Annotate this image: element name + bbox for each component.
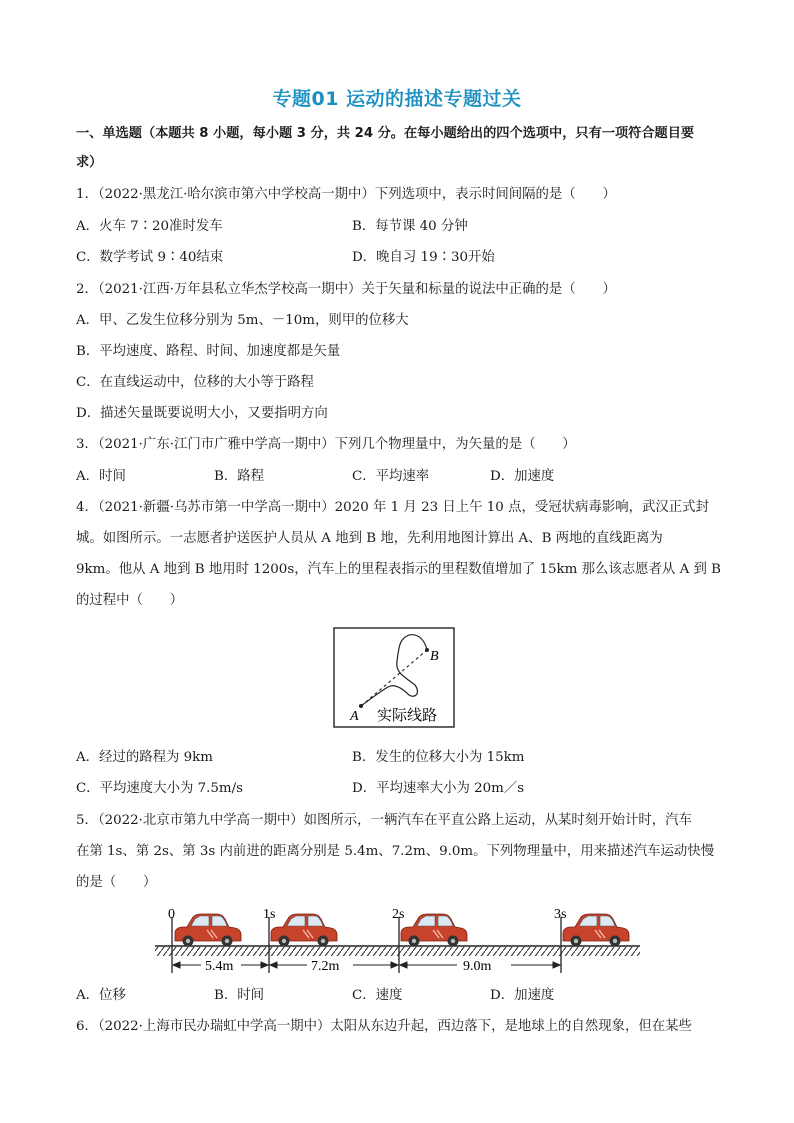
section-header-line1: 一、单选题（本题共 8 小题，每小题 3 分，共 24 分。在每小题给出的四个选项中，只有一项符合题目要	[76, 126, 695, 141]
car-at-3s	[563, 914, 629, 947]
question-3-option-b: B．路程	[214, 469, 265, 484]
road-hatching	[155, 947, 640, 956]
question-4-option-b: B．发生的位移大小为 15km	[352, 750, 525, 765]
question-5-line2: 在第 1s、第 2s、第 3s 内前进的距离分别是 5.4m、7.2m、9.0m。下列物理量中，用来描述汽车运动快慢	[76, 844, 715, 859]
question-2-option-b: B．平均速度、路程、时间、加速度都是矢量	[76, 344, 341, 359]
point-b-label: B	[430, 649, 439, 664]
car-at-2s	[401, 914, 467, 947]
question-2-stem: 2．（2021·江西·万年县私立华杰学校高一期中）关于矢量和标量的说法中正确的是（ ）	[76, 282, 616, 297]
question-2-option-a: A．甲、乙发生位移分别为 5m、－10m，则甲的位移大	[76, 313, 409, 328]
question-4-option-a: A．经过的路程为 9km	[76, 750, 213, 765]
page-title: 专题01 运动的描述专题过关	[272, 88, 522, 110]
question-1-stem: 1．（2022·黑龙江·哈尔滨市第六中学校高一期中）下列选项中，表示时间间隔的是（ ）	[76, 187, 616, 202]
car-at-0	[175, 914, 241, 947]
question-1-option-c: C．数学考试 9∶40结束	[76, 250, 224, 265]
car-motion-figure	[155, 903, 640, 983]
question-5-option-a: A．位移	[76, 988, 126, 1003]
question-5-line1: 5．（2022·北京市第九中学高一期中）如图所示，一辆汽车在平直公路上运动，从某时刻开始计时，汽车	[76, 813, 692, 828]
question-5-option-b: B．时间	[214, 988, 265, 1003]
time-label-0: 0	[168, 907, 175, 922]
question-4-option-c: C．平均速度大小为 7.5m/s	[76, 781, 244, 796]
time-label-2s: 2s	[392, 907, 405, 922]
question-2-option-d: D．描述矢量既要说明大小，又要指明方向	[76, 406, 328, 421]
section-header-line2: 求）	[76, 155, 103, 170]
time-label-1s: 1s	[263, 907, 276, 922]
point-a-marker	[359, 704, 363, 708]
question-4-line1: 4．（2021·新疆·乌苏市第一中学高一期中）2020 年 1 月 23 日上午 10 点，受冠状病毒影响，武汉正式封	[76, 500, 709, 515]
question-4-line4: 的过程中（ ）	[76, 593, 184, 608]
question-1-option-b: B．每节课 40 分钟	[352, 219, 468, 234]
question-4-option-d: D．平均速率大小为 20m／s	[352, 781, 525, 796]
question-3-option-c: C．平均速率	[352, 469, 430, 484]
question-5-option-c: C．速度	[352, 988, 403, 1003]
question-3-stem: 3．（2021·广东·江门市广雅中学高一期中）下列几个物理量中，为矢量的是（ ）	[76, 437, 576, 452]
question-3-option-a: A．时间	[76, 469, 126, 484]
distance-label-2: 7.2m	[311, 959, 340, 974]
distance-label-1: 5.4m	[205, 959, 234, 974]
question-1-option-d: D．晚自习 19∶30开始	[352, 250, 495, 265]
time-label-3s: 3s	[554, 907, 567, 922]
question-2-option-c: C．在直线运动中，位移的大小等于路程	[76, 375, 314, 390]
point-a-label: A	[350, 709, 359, 724]
route-caption: 实际线路	[377, 706, 438, 724]
question-6-line1: 6．（2022·上海市民办瑞虹中学高一期中）太阳从东边升起，西边落下，是地球上的自然现象，但在某些	[76, 1019, 692, 1034]
route-figure	[333, 627, 455, 728]
question-4-line3: 9km。他从 A 地到 B 地用时 1200s，汽车上的里程表指示的里程数值增加了 15km 那么该志愿者从 A 到 B	[76, 562, 721, 577]
car-at-1s	[271, 914, 337, 947]
question-4-line2: 城。如图所示。一志愿者护送医护人员从 A 地到 B 地，先利用地图计算出 A、B 两地的直线距离为	[76, 531, 663, 546]
question-3-option-d: D．加速度	[490, 469, 555, 484]
distance-label-3: 9.0m	[463, 959, 492, 974]
question-5-option-d: D．加速度	[490, 988, 555, 1003]
question-1-option-a: A．火车 7∶20准时发车	[76, 219, 223, 234]
point-b-marker	[425, 648, 429, 652]
question-5-line3: 的是（ ）	[76, 875, 157, 890]
